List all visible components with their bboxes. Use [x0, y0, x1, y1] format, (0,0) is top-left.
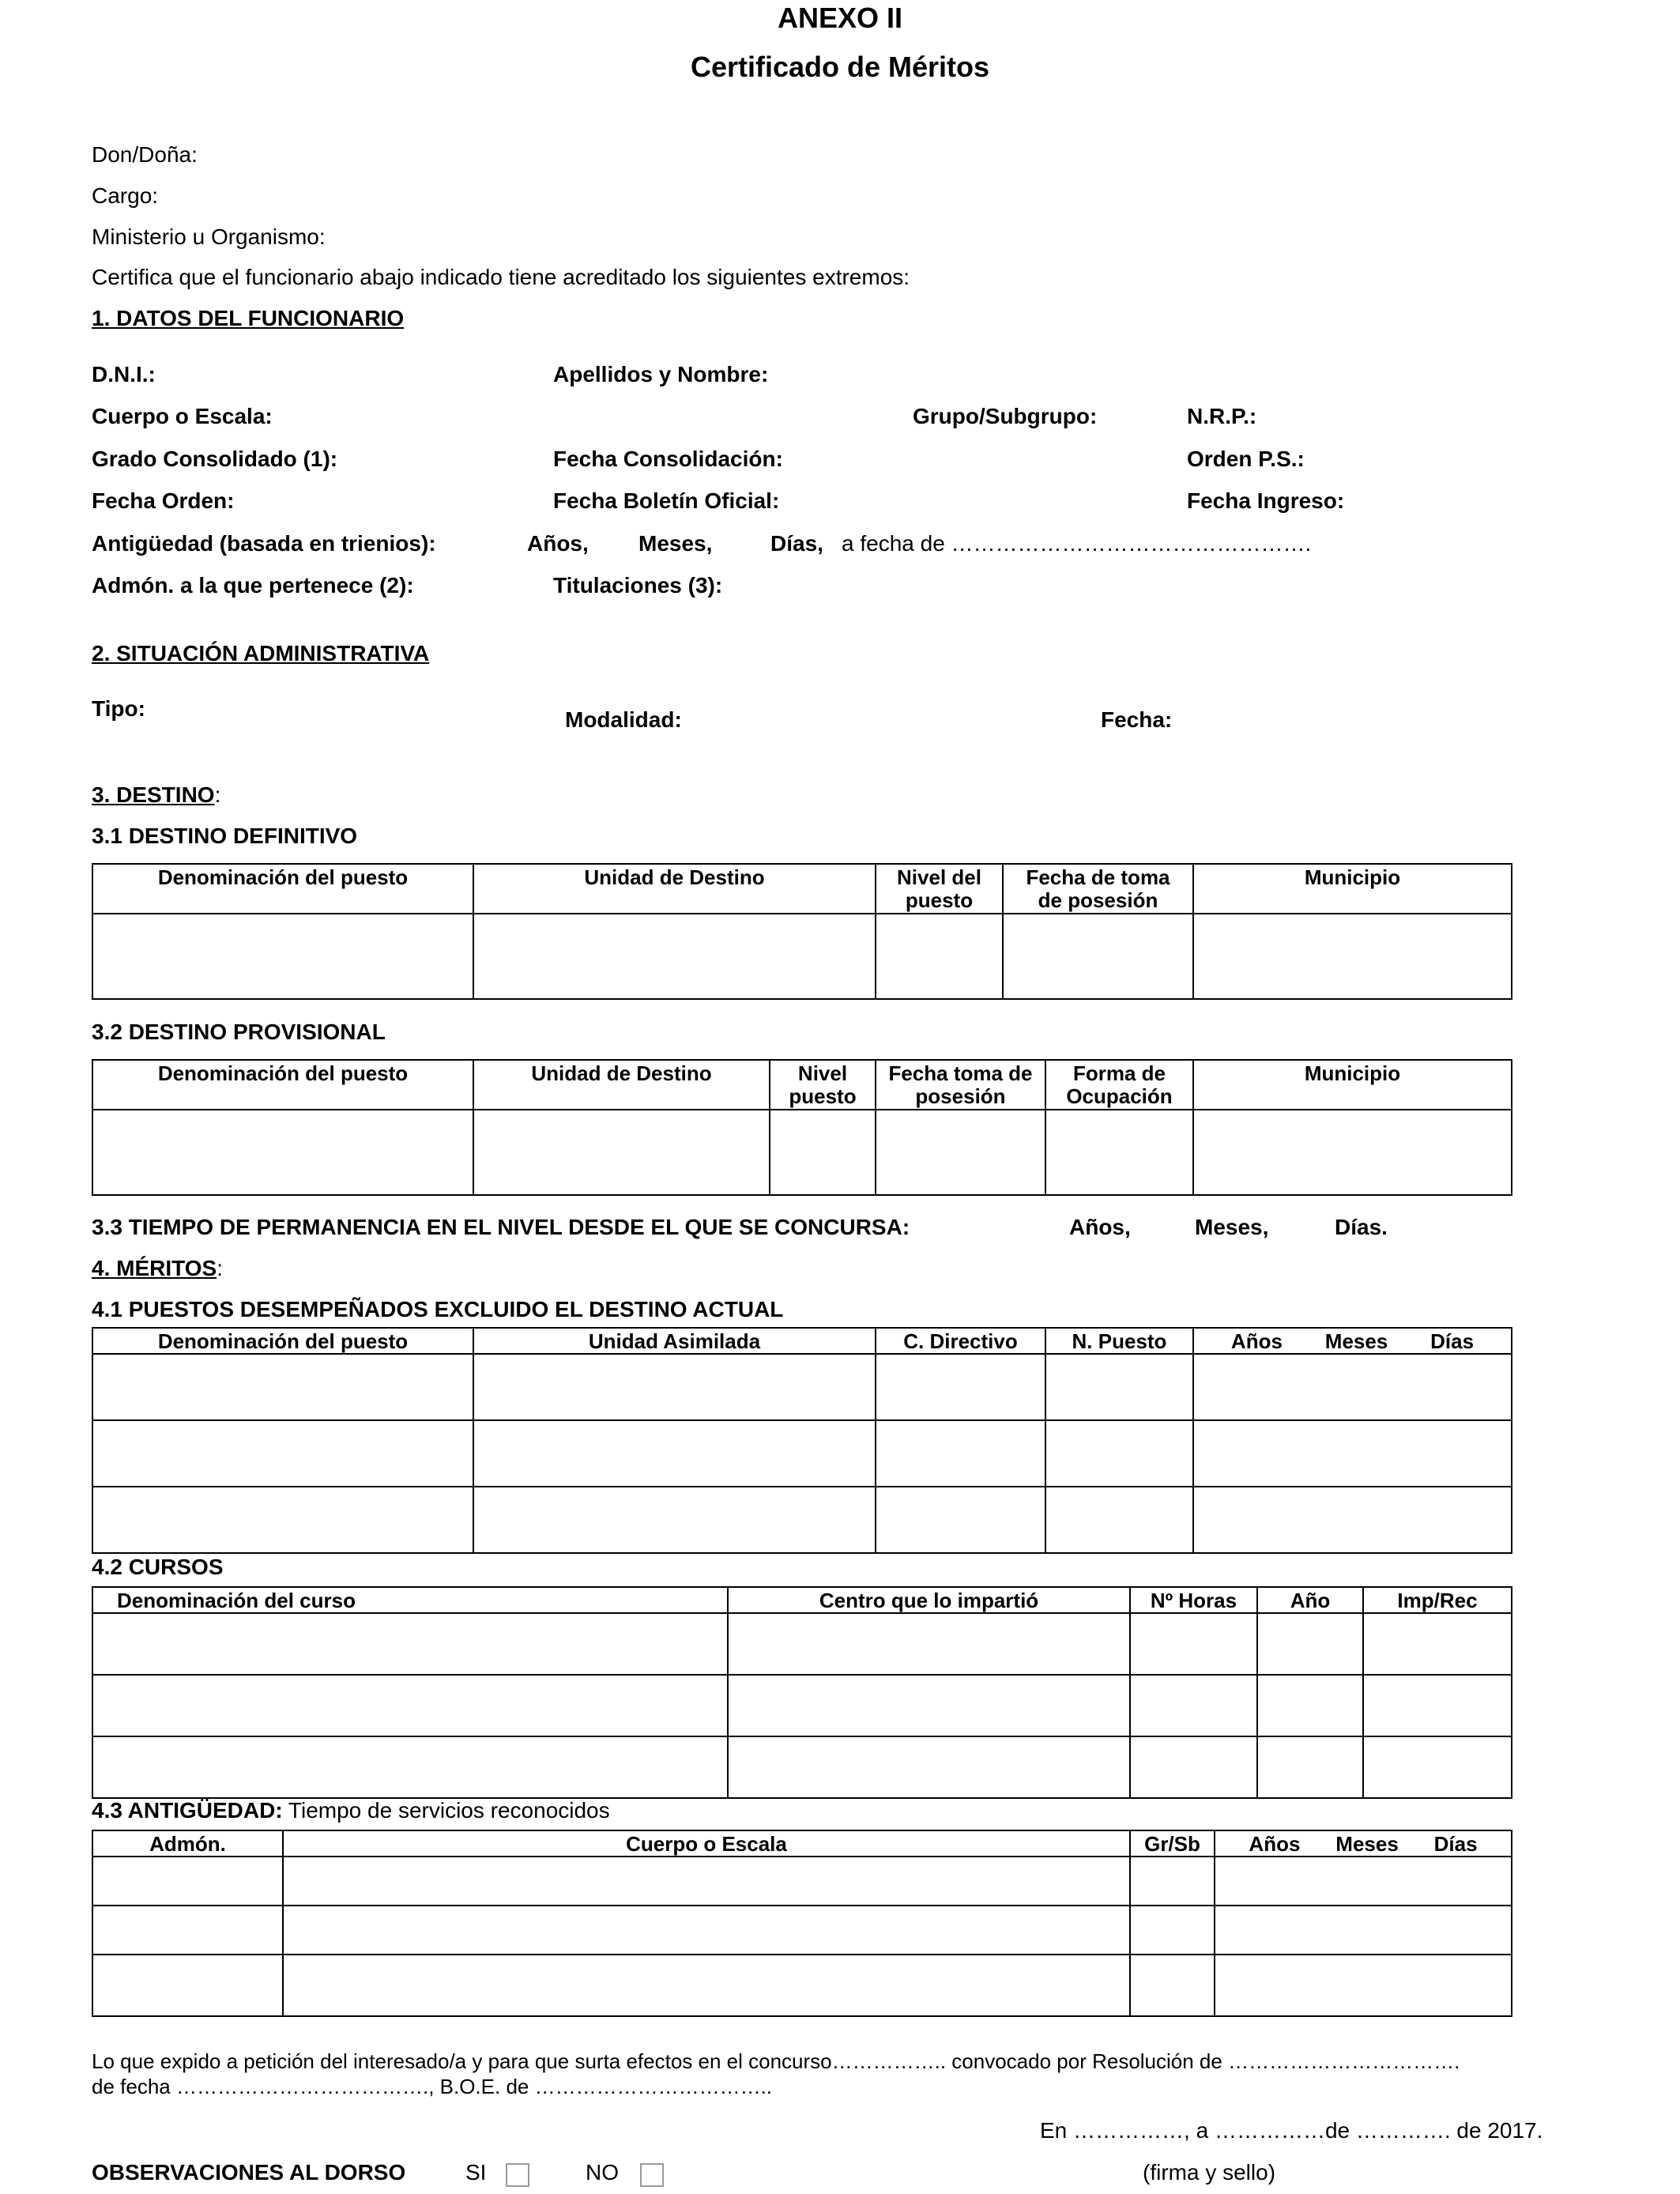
cell-tiempo[interactable] — [1193, 1354, 1512, 1420]
label-meses: Meses, — [638, 531, 713, 556]
cell-tiempo[interactable] — [1193, 1487, 1512, 1553]
cell-c-directivo[interactable] — [876, 1420, 1045, 1487]
col-denominacion-puesto: Denominación del puesto — [92, 1060, 473, 1110]
annex-title: ANEXO II — [777, 2, 903, 34]
label-admon-pertenece: Admón. a la que pertenece (2): — [92, 573, 414, 598]
cell-unidad[interactable] — [473, 1420, 876, 1487]
cell-denominacion[interactable] — [92, 1354, 473, 1420]
section-4-3-heading-bold: 4.3 ANTIGÜEDAD: — [92, 1798, 283, 1823]
col-fecha-toma-posesion: Fecha de toma de posesión — [1003, 864, 1193, 914]
col-dias: Días — [1433, 1832, 1478, 1856]
cell-gr-sb[interactable] — [1130, 1955, 1215, 2016]
col-c-directivo: C. Directivo — [876, 1328, 1045, 1354]
label-modalidad: Modalidad: — [565, 707, 682, 732]
footer-expido-line2: de fecha ………………………………., B.O.E. de …………………………….. — [92, 2075, 773, 2098]
cell-unidad[interactable] — [473, 1487, 876, 1553]
label-ministerio: Ministerio u Organismo: — [92, 224, 326, 249]
observaciones-label: OBSERVACIONES AL DORSO — [92, 2160, 406, 2185]
label-dias: Días, — [770, 531, 823, 556]
cell-denominacion[interactable] — [92, 1110, 473, 1195]
col-dias: Días — [1430, 1329, 1475, 1353]
label-fecha-situacion: Fecha: — [1101, 707, 1173, 732]
col-denominacion-puesto: Denominación del puesto — [92, 1328, 473, 1354]
cell-centro[interactable] — [728, 1675, 1130, 1736]
cell-nivel[interactable] — [876, 914, 1003, 999]
cell-c-directivo[interactable] — [876, 1487, 1045, 1553]
cell-horas[interactable] — [1130, 1613, 1257, 1675]
cell-curso[interactable] — [92, 1613, 728, 1675]
cell-tiempo[interactable] — [1215, 1857, 1512, 1906]
label-anos: Años, — [527, 531, 589, 556]
col-ano: Año — [1257, 1587, 1363, 1613]
section-2-heading: 2. SITUACIÓN ADMINISTRATIVA — [92, 641, 430, 665]
table-destino-definitivo — [92, 863, 1512, 1000]
table-row — [92, 1955, 1512, 2016]
cell-fecha-toma[interactable] — [1003, 914, 1193, 999]
col-meses: Meses — [1335, 1832, 1399, 1856]
label-permanencia-meses: Meses, — [1195, 1215, 1269, 1239]
label-cargo: Cargo: — [92, 183, 159, 208]
label-nrp: N.R.P.: — [1187, 404, 1257, 428]
section-3-2-heading: 3.2 DESTINO PROVISIONAL — [92, 1020, 386, 1044]
label-dni: D.N.I.: — [92, 362, 156, 386]
cell-municipio[interactable] — [1193, 914, 1512, 999]
cell-curso[interactable] — [92, 1736, 728, 1798]
col-tiempo — [1193, 1328, 1512, 1354]
col-cuerpo-escala: Cuerpo o Escala — [283, 1830, 1130, 1857]
label-antiguedad: Antigüedad (basada en trienios): — [92, 531, 436, 556]
certifica-text: Certifica que el funcionario abajo indicado tiene acreditado los siguientes extremos: — [92, 265, 910, 289]
col-nivel-puesto: Nivel del puesto — [876, 864, 1003, 914]
cell-ano[interactable] — [1257, 1736, 1363, 1798]
cell-unidad[interactable] — [473, 1354, 876, 1420]
no-checkbox[interactable] — [640, 2163, 664, 2187]
section-3-1-heading: 3.1 DESTINO DEFINITIVO — [92, 824, 358, 848]
col-municipio: Municipio — [1193, 1060, 1512, 1110]
section-3-heading — [92, 782, 220, 808]
cell-tiempo[interactable] — [1193, 1420, 1512, 1487]
cell-centro[interactable] — [728, 1736, 1130, 1798]
place-date-line: En ……………, a ……………de …………. de 2017. — [1040, 2118, 1543, 2143]
label-don-dona: Don/Doña: — [92, 142, 198, 167]
si-checkbox[interactable] — [506, 2163, 529, 2187]
section-1-heading: 1. DATOS DEL FUNCIONARIO — [92, 306, 405, 330]
label-permanencia-dias: Días. — [1335, 1215, 1388, 1239]
cell-gr-sb[interactable] — [1130, 1857, 1215, 1906]
cell-horas[interactable] — [1130, 1736, 1257, 1798]
section-4-heading — [92, 1256, 223, 1281]
label-tipo: Tipo: — [92, 696, 145, 721]
label-fecha-ingreso: Fecha Ingreso: — [1187, 488, 1345, 513]
cell-fecha-toma[interactable] — [876, 1110, 1045, 1195]
cell-tiempo[interactable] — [1215, 1955, 1512, 2016]
cell-horas[interactable] — [1130, 1675, 1257, 1736]
col-n-puesto: N. Puesto — [1045, 1328, 1193, 1354]
cell-unidad[interactable] — [473, 914, 876, 999]
cell-imp-rec[interactable] — [1363, 1613, 1512, 1675]
footer-expido-line1: Lo que expido a petición del interesado/a y para que surta efectos en el concurso…………….. convocado por Resolución de ……………………………. — [92, 2049, 1460, 2073]
table-row — [92, 914, 1512, 999]
col-unidad-destino: Unidad de Destino — [473, 1060, 770, 1110]
cell-unidad[interactable] — [473, 1110, 770, 1195]
table-row — [92, 1736, 1512, 1798]
table-row — [92, 1354, 1512, 1420]
cell-tiempo[interactable] — [1215, 1906, 1512, 1955]
section-4-heading-text: 4. MÉRITOS — [92, 1256, 217, 1280]
col-anos: Años — [1249, 1832, 1301, 1856]
label-apellidos-nombre: Apellidos y Nombre: — [553, 362, 769, 386]
cell-cuerpo[interactable] — [283, 1906, 1130, 1955]
table-row — [92, 1613, 1512, 1675]
section-4-3-heading-rest: Tiempo de servicios reconocidos — [282, 1798, 610, 1823]
cell-imp-rec[interactable] — [1363, 1736, 1512, 1798]
cell-c-directivo[interactable] — [876, 1354, 1045, 1420]
section-4-colon: : — [217, 1256, 223, 1280]
col-unidad-destino: Unidad de Destino — [473, 864, 876, 914]
cell-n-puesto[interactable] — [1045, 1354, 1193, 1420]
label-cuerpo-escala: Cuerpo o Escala: — [92, 404, 273, 428]
col-fecha-toma-posesion: Fecha toma de posesión — [876, 1060, 1045, 1110]
table-row — [92, 1110, 1512, 1195]
a-fecha-de: a fecha de …………………………………………. — [842, 531, 1312, 556]
table-row — [92, 1675, 1512, 1736]
table-destino-provisional — [92, 1059, 1512, 1196]
cell-cuerpo[interactable] — [283, 1857, 1130, 1906]
table-row — [92, 1906, 1512, 1955]
table-row — [92, 1420, 1512, 1487]
col-n-horas: Nº Horas — [1130, 1587, 1257, 1613]
cell-denominacion[interactable] — [92, 1420, 473, 1487]
col-denominacion-puesto: Denominación del puesto — [92, 864, 473, 914]
col-admon: Admón. — [92, 1830, 283, 1857]
label-fecha-orden: Fecha Orden: — [92, 488, 235, 513]
cell-imp-rec[interactable] — [1363, 1675, 1512, 1736]
label-no: NO — [586, 2160, 619, 2185]
col-tiempo — [1215, 1830, 1512, 1857]
label-titulaciones: Titulaciones (3): — [553, 573, 723, 598]
section-3-heading-text: 3. DESTINO — [92, 782, 215, 807]
cell-n-puesto[interactable] — [1045, 1420, 1193, 1487]
col-imp-rec: Imp/Rec — [1363, 1587, 1512, 1613]
col-forma-ocupacion: Forma de Ocupación — [1045, 1060, 1193, 1110]
col-centro-imparticion: Centro que lo impartió — [728, 1587, 1130, 1613]
label-orden-ps: Orden P.S.: — [1187, 447, 1305, 471]
document-title: Certificado de Méritos — [690, 51, 990, 83]
section-3-colon: : — [214, 782, 221, 807]
cell-denominacion[interactable] — [92, 1487, 473, 1553]
label-si: SI — [465, 2160, 487, 2185]
label-fecha-boletin: Fecha Boletín Oficial: — [553, 488, 780, 513]
cell-forma-ocupacion[interactable] — [1045, 1110, 1193, 1195]
cell-municipio[interactable] — [1193, 1110, 1512, 1195]
col-anos: Años — [1230, 1329, 1283, 1353]
section-4-1-heading: 4.1 PUESTOS DESEMPEÑADOS EXCLUIDO EL DESTINO ACTUAL — [92, 1297, 784, 1321]
label-grado-consolidado: Grado Consolidado (1): — [92, 447, 338, 471]
table-cursos — [92, 1586, 1512, 1799]
table-puestos-desempenados — [92, 1327, 1512, 1554]
cell-gr-sb[interactable] — [1130, 1906, 1215, 1955]
col-meses: Meses — [1324, 1329, 1388, 1353]
col-denominacion-curso: Denominación del curso — [92, 1587, 728, 1613]
cell-admon[interactable] — [92, 1857, 283, 1906]
cell-admon[interactable] — [92, 1955, 283, 2016]
cell-admon[interactable] — [92, 1906, 283, 1955]
col-nivel-puesto: Nivel puesto — [770, 1060, 876, 1110]
cell-ano[interactable] — [1257, 1675, 1363, 1736]
cell-ano[interactable] — [1257, 1613, 1363, 1675]
section-3-3-heading: 3.3 TIEMPO DE PERMANENCIA EN EL NIVEL DESDE EL QUE SE CONCURSA: — [92, 1215, 910, 1239]
table-row — [92, 1487, 1512, 1553]
col-unidad-asimilada: Unidad Asimilada — [473, 1328, 876, 1354]
label-fecha-consolidacion: Fecha Consolidación: — [553, 447, 783, 471]
label-permanencia-anos: Años, — [1069, 1215, 1131, 1239]
label-grupo-subgrupo: Grupo/Subgrupo: — [913, 404, 1098, 428]
cell-denominacion[interactable] — [92, 914, 473, 999]
section-4-3-heading — [92, 1798, 610, 1823]
table-antiguedad — [92, 1830, 1512, 2017]
cell-cuerpo[interactable] — [283, 1955, 1130, 2016]
section-4-2-heading: 4.2 CURSOS — [92, 1555, 224, 1579]
table-row — [92, 1857, 1512, 1906]
col-gr-sb: Gr/Sb — [1130, 1830, 1215, 1857]
cell-n-puesto[interactable] — [1045, 1487, 1193, 1553]
cell-centro[interactable] — [728, 1613, 1130, 1675]
cell-nivel[interactable] — [770, 1110, 876, 1195]
cell-curso[interactable] — [92, 1675, 728, 1736]
col-municipio: Municipio — [1193, 864, 1512, 914]
firma-sello: (firma y sello) — [1143, 2160, 1276, 2185]
